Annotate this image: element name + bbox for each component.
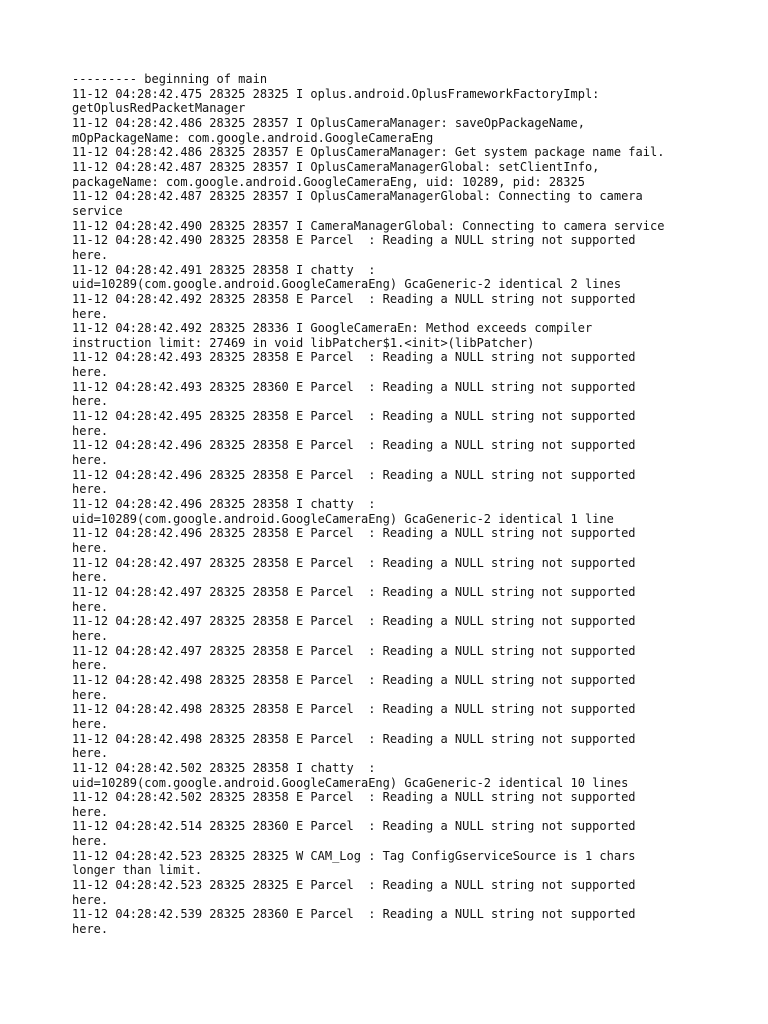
log-line: uid=10289(com.google.android.GoogleCameraEng) GcaGeneric-2 identical 2 lines bbox=[72, 277, 622, 292]
log-line: 11-12 04:28:42.497 28325 28358 E Parcel : Reading a NULL string not supported bbox=[72, 643, 636, 658]
log-line: --------- beginning of main bbox=[72, 72, 268, 86]
log-line: 11-12 04:28:42.523 28325 28325 E Parcel : Reading a NULL string not supported bbox=[72, 878, 636, 893]
log-line: 11-12 04:28:42.497 28325 28358 E Parcel : Reading a NULL string not supported bbox=[72, 555, 636, 570]
log-document bbox=[72, 72, 712, 937]
log-line: 11-12 04:28:42.498 28325 28358 E Parcel : Reading a NULL string not supported bbox=[72, 731, 636, 746]
log-line: getOplusRedPacketManager bbox=[72, 101, 246, 116]
log-line: 11-12 04:28:42.496 28325 28358 I chatty : bbox=[72, 497, 376, 512]
log-line: 11-12 04:28:42.497 28325 28358 E Parcel : Reading a NULL string not supported bbox=[72, 614, 636, 629]
log-line: service bbox=[72, 203, 123, 218]
log-line: 11-12 04:28:42.502 28325 28358 I chatty : bbox=[72, 760, 376, 775]
log-line: 11-12 04:28:42.496 28325 28358 E Parcel : Reading a NULL string not supported bbox=[72, 438, 636, 453]
log-line: here. bbox=[72, 687, 109, 702]
log-line: 11-12 04:28:42.490 28325 28357 I CameraManagerGlobal: Connecting to camera service bbox=[72, 218, 665, 233]
log-line: 11-12 04:28:42.492 28325 28358 E Parcel : Reading a NULL string not supported bbox=[72, 291, 636, 306]
log-line: packageName: com.google.android.GoogleCameraEng, uid: 10289, pid: 28325 bbox=[72, 174, 585, 189]
log-line: instruction limit: 27469 in void libPatcher$1.<init>(libPatcher) bbox=[72, 335, 535, 350]
log-line: 11-12 04:28:42.497 28325 28358 E Parcel : Reading a NULL string not supported bbox=[72, 584, 636, 599]
log-line: 11-12 04:28:42.493 28325 28360 E Parcel : Reading a NULL string not supported bbox=[72, 379, 636, 394]
log-line: here. bbox=[72, 746, 109, 761]
log-line: 11-12 04:28:42.487 28325 28357 I OplusCameraManagerGlobal: setClientInfo, bbox=[72, 159, 600, 174]
log-line: here. bbox=[72, 306, 109, 321]
log-line: here. bbox=[72, 482, 109, 497]
log-line: here. bbox=[72, 599, 109, 614]
log-line: 11-12 04:28:42.490 28325 28358 E Parcel : Reading a NULL string not supported bbox=[72, 233, 636, 248]
log-line: 11-12 04:28:42.502 28325 28358 E Parcel : Reading a NULL string not supported bbox=[72, 790, 636, 805]
log-line: 11-12 04:28:42.491 28325 28358 I chatty : bbox=[72, 262, 376, 277]
log-line: here. bbox=[72, 541, 109, 555]
log-line: here. bbox=[72, 628, 109, 643]
log-line: uid=10289(com.google.android.GoogleCameraEng) GcaGeneric-2 identical 10 lines bbox=[72, 775, 629, 790]
log-line: 11-12 04:28:42.496 28325 28358 E Parcel : Reading a NULL string not supported bbox=[72, 467, 636, 482]
log-line: here. bbox=[72, 804, 109, 819]
log-line: 11-12 04:28:42.475 28325 28325 I oplus.android.OplusFrameworkFactoryImpl: bbox=[72, 86, 600, 101]
log-line: 11-12 04:28:42.539 28325 28360 E Parcel : Reading a NULL string not supported bbox=[72, 907, 636, 922]
log-line: here. bbox=[72, 658, 109, 673]
log-line: mOpPackageName: com.google.android.GoogleCameraEng bbox=[72, 130, 434, 145]
log-line: uid=10289(com.google.android.GoogleCameraEng) GcaGeneric-2 identical 1 line bbox=[72, 511, 614, 526]
log-line: 11-12 04:28:42.496 28325 28358 E Parcel : Reading a NULL string not supported bbox=[72, 526, 636, 541]
log-line: here. bbox=[72, 922, 109, 937]
log-line: here. bbox=[72, 570, 109, 585]
log-line: here. bbox=[72, 834, 109, 849]
log-line: here. bbox=[72, 716, 109, 731]
log-line: here. bbox=[72, 892, 109, 907]
log-line: longer than limit. bbox=[72, 863, 203, 878]
log-line: 11-12 04:28:42.493 28325 28358 E Parcel : Reading a NULL string not supported bbox=[72, 350, 636, 365]
log-line: here. bbox=[72, 247, 109, 262]
log-line: 11-12 04:28:42.523 28325 28325 W CAM_Log : Tag ConfigGserviceSource is 1 chars bbox=[72, 848, 636, 863]
log-line: 11-12 04:28:42.492 28325 28336 I GoogleCameraEn: Method exceeds compiler bbox=[72, 321, 593, 336]
log-line: 11-12 04:28:42.514 28325 28360 E Parcel : Reading a NULL string not supported bbox=[72, 819, 636, 834]
log-line: 11-12 04:28:42.486 28325 28357 E OplusCameraManager: Get system package name fail. bbox=[72, 145, 665, 160]
log-line: 11-12 04:28:42.487 28325 28357 I OplusCameraManagerGlobal: Connecting to camera bbox=[72, 189, 643, 204]
log-line: here. bbox=[72, 365, 109, 380]
log-line: here. bbox=[72, 453, 109, 468]
log-line: 11-12 04:28:42.498 28325 28358 E Parcel : Reading a NULL string not supported bbox=[72, 702, 636, 717]
log-line: here. bbox=[72, 423, 109, 438]
log-body bbox=[72, 72, 712, 937]
log-line: 11-12 04:28:42.495 28325 28358 E Parcel : Reading a NULL string not supported bbox=[72, 409, 636, 424]
log-line: 11-12 04:28:42.498 28325 28358 E Parcel : Reading a NULL string not supported bbox=[72, 672, 636, 687]
log-line: 11-12 04:28:42.486 28325 28357 I OplusCameraManager: saveOpPackageName, bbox=[72, 115, 585, 130]
log-line: here. bbox=[72, 394, 109, 409]
